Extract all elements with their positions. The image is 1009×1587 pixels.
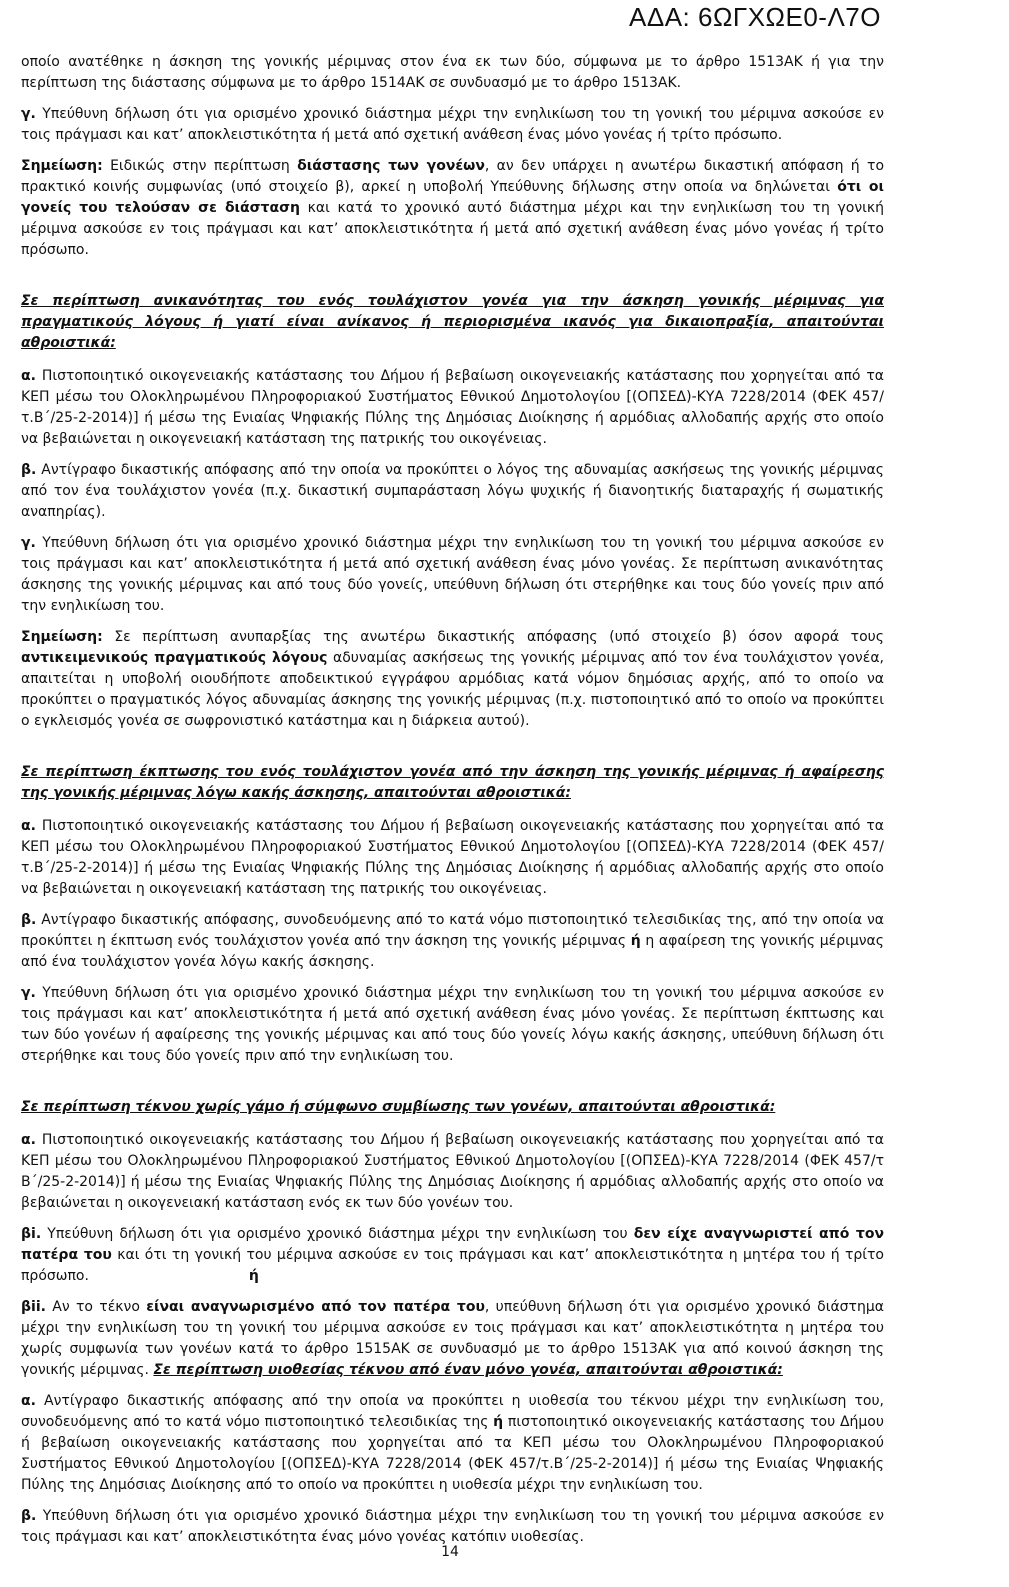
paragraph-item-beta: β. Αντίγραφο δικαστικής απόφασης από την οποία να προκύπτει ο λόγος της αδυναμίας ασκήσεως της γονικής μέριμνας από τον ένα τουλάχιστον γονέα (π.χ. δικαστική συμπαράσταση λόγω ψυχικής ή διανοητικής διαταραχής ή σωματικής αναπηρίας).: [21, 462, 884, 520]
paragraph-item-gamma: γ. Υπεύθυνη δήλωση ότι για ορισμένο χρονικό διάστημα μέχρι την ενηλικίωση του τη γονική του μέριμνα ασκούσε εν τοις πράγμασι και κατ’ αποκλειστικότητα ή μετά από σχετική ανάθεση ένας μόνο γονέας. Σε περίπτωση έκπτωσης και των δύο γονέων ή αφαίρεσης της γονικής μέριμνας και από τους δύο γονείς λόγω κακής άσκησης, υπεύθυνη δήλωση ότι στερήθηκε και τους δύο γονείς πριν από την ενηλικίωση του.: [21, 985, 884, 1064]
item-label: γ.: [21, 535, 36, 551]
paragraph-continuation: οποίο ανατέθηκε η άσκηση της γονικής μέριμνας στον ένα εκ των δύο, σύμφωνα με το άρθρο 1513ΑΚ ή για την περίπτωση της διάστασης σύμφωνα με το άρθρο 1514ΑΚ σε συνδυασμό με το άρθρο 1513ΑΚ.: [21, 54, 884, 91]
paragraph-item-alpha: α. Αντίγραφο δικαστικής απόφασης από την οποία να προκύπτει η υιοθεσία του τέκνου μέχρι την ενηλικίωση του, συνοδευόμενης από το κατά νόμο πιστοποιητικό τελεσιδικίας της ή πιστοποιητικό οικογενειακής κατάστασης του Δήμου ή βεβαίωση οικογενειακής κατάστασης που χορηγείται από τα ΚΕΠ μέσω του Ολοκληρωμένου Πληροφοριακού Συστήματος Εθνικού Δημοτολογίου [(ΟΠΣΕΔ)-ΚΥΑ 7228/2014 (ΦΕΚ 457/τ.Β΄/25-2-2014)] ή μέσω της Ενιαίας Ψηφιακής Πύλης της Δημόσιας Διοίκησης από το οποίο να προκύπτει η υιοθεσία μέχρι την ενηλικίωση του.: [21, 1393, 884, 1493]
document-body: [21, 52, 884, 1548]
note-paragraph: Σημείωση: Ειδικώς στην περίπτωση διάστασης των γονέων, αν δεν υπάρχει η ανωτέρω δικαστική απόφαση ή το πρακτικό κοινής συμφωνίας (υπό στοιχείο β), αρκεί η υποβολή Υπεύθυνης δήλωσης στην οποία να δηλώνεται ότι οι γονείς του τελούσαν σε διάσταση και κατά το χρονικό αυτό διάστημα μέχρι και την ενηλικίωση του τη γονική μέριμνα ασκούσε εν τοις πράγμασι και κατ’ αποκλειστικότητα ή μετά από σχετική ανάθεση ένας μόνο γονέας ή τρίτο πρόσωπο.: [21, 158, 885, 258]
section-heading-adoption: Σε περίπτωση υιοθεσίας τέκνου από έναν μόνο γονέα, απαιτούνται αθροιστικά:: [153, 1362, 783, 1378]
item-label: γ.: [21, 106, 36, 122]
page-number: 14: [441, 1544, 459, 1560]
paragraph-item-beta-ii: βii. Αν το τέκνο είναι αναγνωρισμένο από τον πατέρα του, υπεύθυνη δήλωση ότι για ορισμένο χρονικό διάστημα μέχρι την ενηλικίωση του τη γονική του μέριμνα ασκούσε εν τοις πράγμασι και κατ’ αποκλειστικότητα η μητέρα του χωρίς συμφωνία των γονέων κατά το άρθρο 1515ΑΚ σε συνδυασμό με το άρθρο 1513ΑΚ για από κοινού άσκηση της γονικής μέριμνας. Σε περίπτωση υιοθεσίας τέκνου από έναν μόνο γονέα, απαιτούνται αθροιστικά:: [21, 1299, 884, 1378]
section-heading-out-of-wedlock: Σε περίπτωση τέκνου χωρίς γάμο ή σύμφωνο συμβίωσης των γονέων, απαιτούνται αθροιστικά:: [21, 1099, 776, 1115]
paragraph-item-gamma: γ. Υπεύθυνη δήλωση ότι για ορισμένο χρονικό διάστημα μέχρι την ενηλικίωση του τη γονική του μέριμνα ασκούσε εν τοις πράγμασι και κατ’ αποκλειστικότητα ή μετά από σχετική ανάθεση ένας μόνο γονέας. Σε περίπτωση ανικανότητας άσκησης της γονικής μέριμνας και από τους δύο γονείς, υπεύθυνη δήλωση ότι στερήθηκε και τους δύο γονείς πριν από την ενηλικίωση του.: [21, 535, 884, 614]
item-label: βi.: [21, 1226, 42, 1242]
section-heading-incapacity: Σε περίπτωση ανικανότητας του ενός τουλάχιστον γονέα για την άσκηση γονικής μέριμνας για πραγματικούς λόγους ή γιατί είναι ανίκανος ή περιορισμένα ικανός για δικαιοπραξία, απαιτούνται αθροιστικά:: [21, 293, 884, 351]
item-label: α.: [21, 368, 36, 384]
item-label: β.: [21, 462, 37, 478]
section-heading-deprivation: Σε περίπτωση έκπτωσης του ενός τουλάχιστον γονέα από την άσκηση της γονικής μέριμνας ή αφαίρεσης της γονικής μέριμνας λόγω κακής άσκησης, απαιτούνται αθροιστικά:: [21, 764, 884, 801]
paragraph-item-beta-i: βi. Υπεύθυνη δήλωση ότι για ορισμένο χρονικό διάστημα μέχρι την ενηλικίωση του δεν είχε αναγνωριστεί από τον πατέρα του και ότι τη γονική του μέριμνα ασκούσε εν τοις πράγμασι και κατ’ αποκλειστικότητα η μητέρα του ή τρίτο πρόσωπο. ή: [21, 1224, 884, 1287]
note-label: Σημείωση:: [21, 629, 103, 645]
paragraph-item-beta: β. Υπεύθυνη δήλωση ότι για ορισμένο χρονικό διάστημα μέχρι την ενηλικίωση του τη γονική του μέριμνα ασκούσε εν τοις πράγμασι και κατ’ αποκλειστικότητα ένας μόνο γονέας κατόπιν υιοθεσίας.: [21, 1508, 884, 1545]
item-label: β.: [21, 1508, 37, 1524]
paragraph-item-alpha: α. Πιστοποιητικό οικογενειακής κατάστασης του Δήμου ή βεβαίωση οικογενειακής κατάστασης που χορηγείται από τα ΚΕΠ μέσω του Ολοκληρωμένου Πληροφοριακού Συστήματος Εθνικού Δημοτολογίου [(ΟΠΣΕΔ)-ΚΥΑ 7228/2014 (ΦΕΚ 457/τ Β΄/25-2-2014)] ή μέσω της Ενιαίας Ψηφιακής Πύλης της Δημόσιας Διοίκησης ή αρμόδιας αλλοδαπής αρχής στο οποίο να βεβαιώνεται η οικογενειακή κατάσταση ενός εκ των δύο γονέων του.: [21, 1132, 884, 1211]
item-label: βii.: [21, 1299, 46, 1315]
paragraph-item-gamma: γ. Υπεύθυνη δήλωση ότι για ορισμένο χρονικό διάστημα μέχρι την ενηλικίωση του τη γονική του μέριμνα ασκούσε εν τοις πράγμασι και κατ’ αποκλειστικότητα ή μετά από σχετική ανάθεση ένας μόνο γονέας ή τρίτο πρόσωπο.: [21, 106, 884, 143]
ada-code: ΑΔΑ: 6ΩΓΧΩΕ0-Λ7Ο: [628, 2, 881, 32]
item-label: γ.: [21, 985, 36, 1001]
note-label: Σημείωση:: [21, 158, 103, 174]
item-label: α.: [21, 818, 36, 834]
paragraph-item-alpha: α. Πιστοποιητικό οικογενειακής κατάστασης του Δήμου ή βεβαίωση οικογενειακής κατάστασης που χορηγείται από τα ΚΕΠ μέσω του Ολοκληρωμένου Πληροφοριακού Συστήματος Εθνικού Δημοτολογίου [(ΟΠΣΕΔ)-ΚΥΑ 7228/2014 (ΦΕΚ 457/τ.Β΄/25-2-2014)] ή μέσω της Ενιαίας Ψηφιακής Πύλης της Δημόσιας Διοίκησης ή αρμόδιας αλλοδαπής αρχής στο οποίο να βεβαιώνεται η οικογενειακή κατάσταση της πατρικής του οικογένειας.: [21, 818, 884, 897]
note-paragraph: Σημείωση: Σε περίπτωση ανυπαρξίας της ανωτέρω δικαστικής απόφασης (υπό στοιχείο β) όσον αφορά τους αντικειμενικούς πραγματικούς λόγους αδυναμίας ασκήσεως της γονικής μέριμνας από τον ένα τουλάχιστον γονέα, απαιτείται η υποβολή οιουδήποτε αποδεικτικού εγγράφου αρμόδιας κατά νόμον δημόσιας αρχής, από το οποίο να προκύπτει ο πραγματικός λόγος αδυναμίας άσκησης της γονικής μέριμνας (π.χ. πιστοποιητικό από το οποίο να προκύπτει ο εγκλεισμός γονέα σε σωφρονιστικό κατάστημα και η διάρκεια αυτού).: [21, 629, 885, 729]
paragraph-item-beta: β. Αντίγραφο δικαστικής απόφασης, συνοδευόμενης από το κατά νόμο πιστοποιητικό τελεσιδικίας της, από την οποία να προκύπτει η έκπτωση ενός τουλάχιστον γονέα από την άσκηση της γονικής μέριμνας ή η αφαίρεση της γονικής μέριμνας από ένα τουλάχιστον γονέα λόγω κακής άσκησης.: [21, 912, 884, 970]
item-label: β.: [21, 912, 37, 928]
or-marker: ή: [248, 1268, 259, 1284]
item-label: α.: [21, 1393, 36, 1409]
paragraph-item-alpha: α. Πιστοποιητικό οικογενειακής κατάστασης του Δήμου ή βεβαίωση οικογενειακής κατάστασης που χορηγείται από τα ΚΕΠ μέσω του Ολοκληρωμένου Πληροφοριακού Συστήματος Εθνικού Δημοτολογίου [(ΟΠΣΕΔ)-ΚΥΑ 7228/2014 (ΦΕΚ 457/τ.Β΄/25-2-2014)] ή μέσω της Ενιαίας Ψηφιακής Πύλης της Δημόσιας Διοίκησης ή αρμόδιας αλλοδαπής αρχής στο οποίο να βεβαιώνεται η οικογενειακή κατάσταση της πατρικής του οικογένειας.: [21, 368, 884, 447]
item-label: α.: [21, 1132, 36, 1148]
